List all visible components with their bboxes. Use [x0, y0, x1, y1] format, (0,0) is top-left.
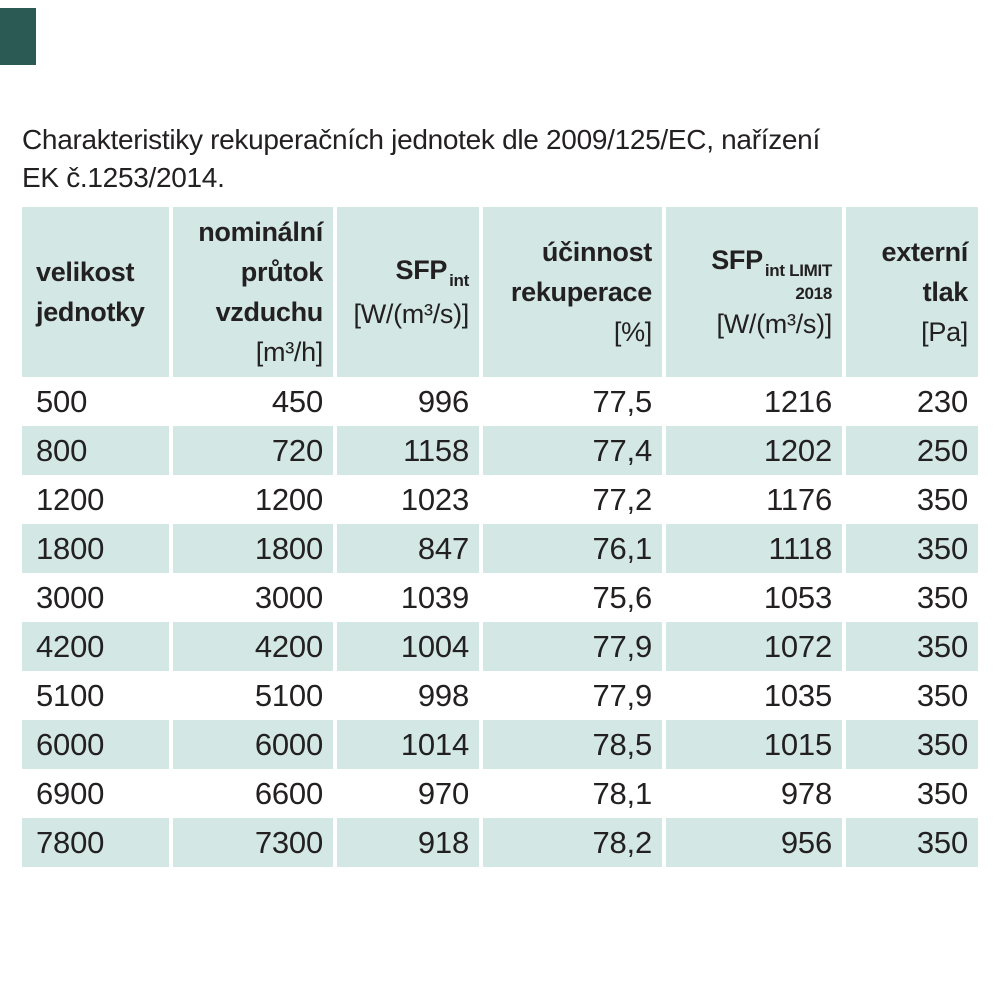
- table-cell-eff-row6: 77,9: [483, 622, 662, 671]
- table-cell-size-row7: 5100: [36, 677, 105, 713]
- table-cell-sfp-row8: 1014: [337, 720, 479, 769]
- table-cell-size-row3: 1200: [36, 481, 105, 517]
- table-cell-eff-row7: 77,9: [592, 677, 652, 713]
- table-cell-eff-row10: 78,2: [483, 818, 662, 867]
- table-cell-size-row8: 6000: [22, 720, 169, 769]
- table-cell-sfp_limit-row1: 1216: [763, 383, 832, 419]
- table-cell-pressure-row6: 350: [846, 622, 978, 671]
- column-header-velikost-jednotky: velikost jednotky: [22, 207, 169, 377]
- table-cell-sfp_limit-row10: 956: [666, 818, 842, 867]
- column-header-sfp-int-limit: SFP $_{int LIMIT}$ 2018 [W/(m³/s)]: [666, 207, 842, 377]
- table-cell-flow-row6: 4200: [173, 622, 333, 671]
- table-cell-sfp_limit-row8: 1015: [666, 720, 842, 769]
- column-header-ucinnost-rekuperace: účinnost rekuperace [%]: [483, 207, 662, 377]
- table-cell-size-row2: 800: [22, 426, 169, 475]
- table-cell-pressure-row4: 350: [846, 524, 978, 573]
- table-cell-sfp-row1: 996: [417, 383, 469, 419]
- table-cell-eff-row5: 75,6: [592, 579, 652, 615]
- table-cell-pressure-row7: 350: [916, 677, 968, 713]
- table-cell-sfp-row4: 847: [337, 524, 479, 573]
- table-cell-size-row1: 500: [36, 383, 88, 419]
- table-cell-pressure-row8: 350: [846, 720, 978, 769]
- table-cell-sfp-row6: 1004: [337, 622, 479, 671]
- table-cell-sfp_limit-row6: 1072: [666, 622, 842, 671]
- table-cell-eff-row1: 77,5: [592, 383, 652, 419]
- column-header-nominalni-prutok: nominální průtok vzduchu [m³/h]: [173, 207, 333, 377]
- table-cell-flow-row3: 1200: [254, 481, 323, 517]
- table-cell-sfp-row9: 970: [417, 775, 469, 811]
- table-cell-eff-row3: 77,2: [592, 481, 652, 517]
- column-header-sfp-int: SFP $_{int}$ [W/(m³/s)]: [337, 207, 479, 377]
- table-cell-pressure-row10: 350: [846, 818, 978, 867]
- page-title-line-2: EK č.1253/2014.: [22, 162, 225, 193]
- page-title: [22, 121, 820, 197]
- table-cell-sfp-row10: 918: [337, 818, 479, 867]
- table-cell-size-row6: 4200: [22, 622, 169, 671]
- table-cell-size-row10: 7800: [22, 818, 169, 867]
- table-cell-sfp-row7: 998: [417, 677, 469, 713]
- table-cell-flow-row7: 5100: [254, 677, 323, 713]
- table-cell-sfp-row5: 1039: [400, 579, 469, 615]
- table-cell-eff-row8: 78,5: [483, 720, 662, 769]
- table-cell-eff-row4: 76,1: [483, 524, 662, 573]
- table-cell-pressure-row1: 230: [916, 383, 968, 419]
- table-cell-sfp_limit-row5: 1053: [763, 579, 832, 615]
- table-cell-pressure-row9: 350: [916, 775, 968, 811]
- table-cell-pressure-row5: 350: [916, 579, 968, 615]
- table-cell-sfp-row2: 1158: [337, 426, 479, 475]
- column-header-externi-tlak: externí tlak [Pa]: [846, 207, 978, 377]
- table-cell-flow-row1: 450: [271, 383, 323, 419]
- table-cell-size-row9: 6900: [36, 775, 105, 811]
- table-cell-sfp_limit-row2: 1202: [666, 426, 842, 475]
- table-cell-flow-row10: 7300: [173, 818, 333, 867]
- table-cell-sfp_limit-row9: 978: [780, 775, 832, 811]
- corner-accent-rectangle: [0, 8, 36, 65]
- table-cell-eff-row9: 78,1: [592, 775, 652, 811]
- table-cell-sfp_limit-row4: 1118: [666, 524, 842, 573]
- table-cell-sfp_limit-row7: 1035: [763, 677, 832, 713]
- table-cell-size-row4: 1800: [22, 524, 169, 573]
- table-cell-pressure-row2: 250: [846, 426, 978, 475]
- page-title-line-1: Charakteristiky rekuperačních jednotek dle 2009/125/EC, nařízení: [22, 124, 820, 155]
- table-cell-sfp-row3: 1023: [400, 481, 469, 517]
- table-cell-pressure-row3: 350: [916, 481, 968, 517]
- table-cell-flow-row4: 1800: [173, 524, 333, 573]
- table-cell-flow-row5: 3000: [254, 579, 323, 615]
- table-cell-sfp_limit-row3: 1176: [766, 481, 832, 517]
- table-cell-size-row5: 3000: [36, 579, 105, 615]
- table-cell-flow-row8: 6000: [173, 720, 333, 769]
- recovery-units-table: [22, 207, 978, 867]
- table-cell-flow-row9: 6600: [254, 775, 323, 811]
- table-cell-flow-row2: 720: [173, 426, 333, 475]
- table-cell-eff-row2: 77,4: [483, 426, 662, 475]
